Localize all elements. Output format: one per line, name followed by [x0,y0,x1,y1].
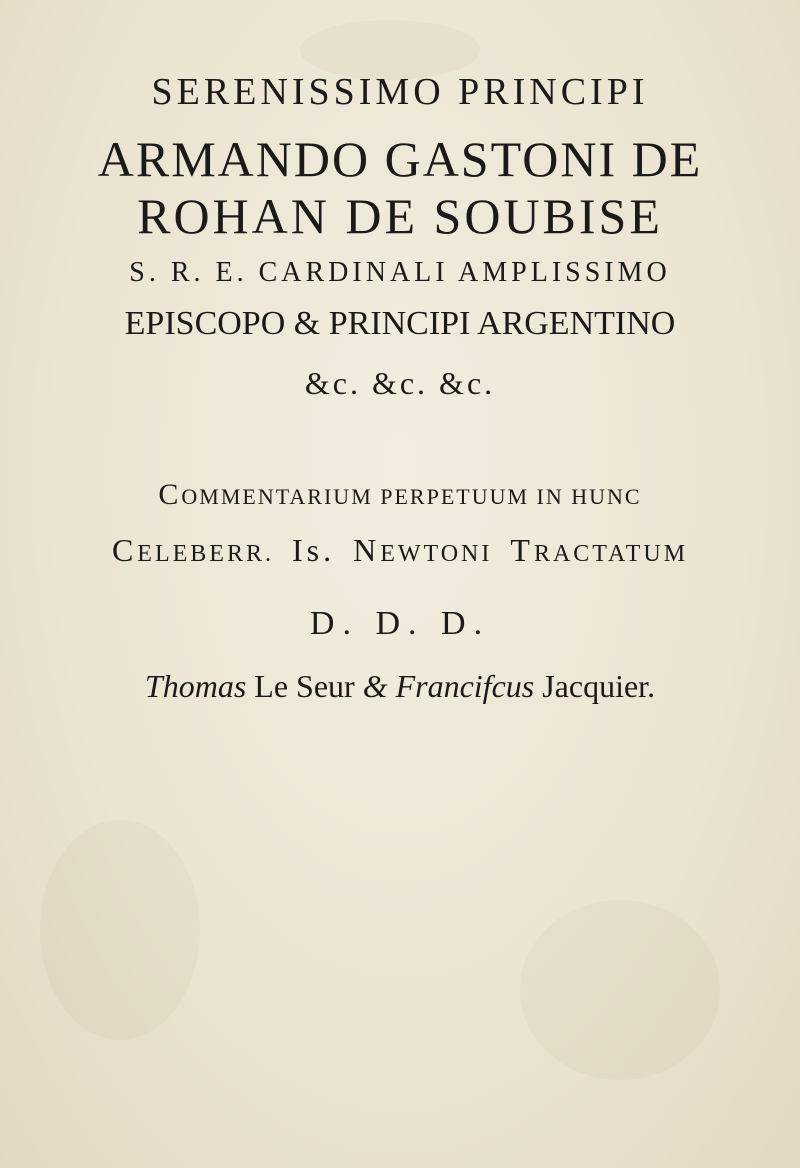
work-title-abbrev: ELEBERR. [137,541,274,567]
work-title-rest: OMMENTARIUM PERPETUUM IN HUNC [181,484,642,509]
paper-stain [520,900,720,1080]
work-title-newtoni: EWTONI [380,541,493,567]
work-title-initial: C [111,532,138,568]
authors-line [0,668,800,705]
dedication-line-1: SERENISSIMO PRINCIPI [151,71,649,113]
conjunction: & [362,668,388,704]
author-1-given-name: Thomas [144,668,247,704]
dedication-line-6: &c. &c. &c. [304,365,496,401]
work-title-initial: N [353,532,381,568]
work-title-is: Is. [291,532,336,568]
author-2-given-name: Francifcus [395,668,535,704]
dedication-line-4: S. R. E. CARDINALI AMPLISSIMO [129,257,671,288]
work-title-line-1 [0,478,800,512]
work-title-initial: T [510,532,534,568]
dedication-formula: D. D. D. [309,605,491,642]
work-title-tractatum: RACTATUM [533,541,689,567]
dedication-line-5: EPISCOPO & PRINCIPI ARGENTINO [124,305,676,342]
work-title-line-2 [0,532,800,569]
author-1-surname: Le Seur [254,668,355,704]
dedication-line-2: ARMANDO GASTONI DE [97,131,703,187]
paper-stain [40,820,200,1040]
work-title-initial: C [158,478,182,511]
dedication-line-3: ROHAN DE SOUBISE [137,188,663,244]
author-2-surname: Jacquier. [542,668,656,704]
